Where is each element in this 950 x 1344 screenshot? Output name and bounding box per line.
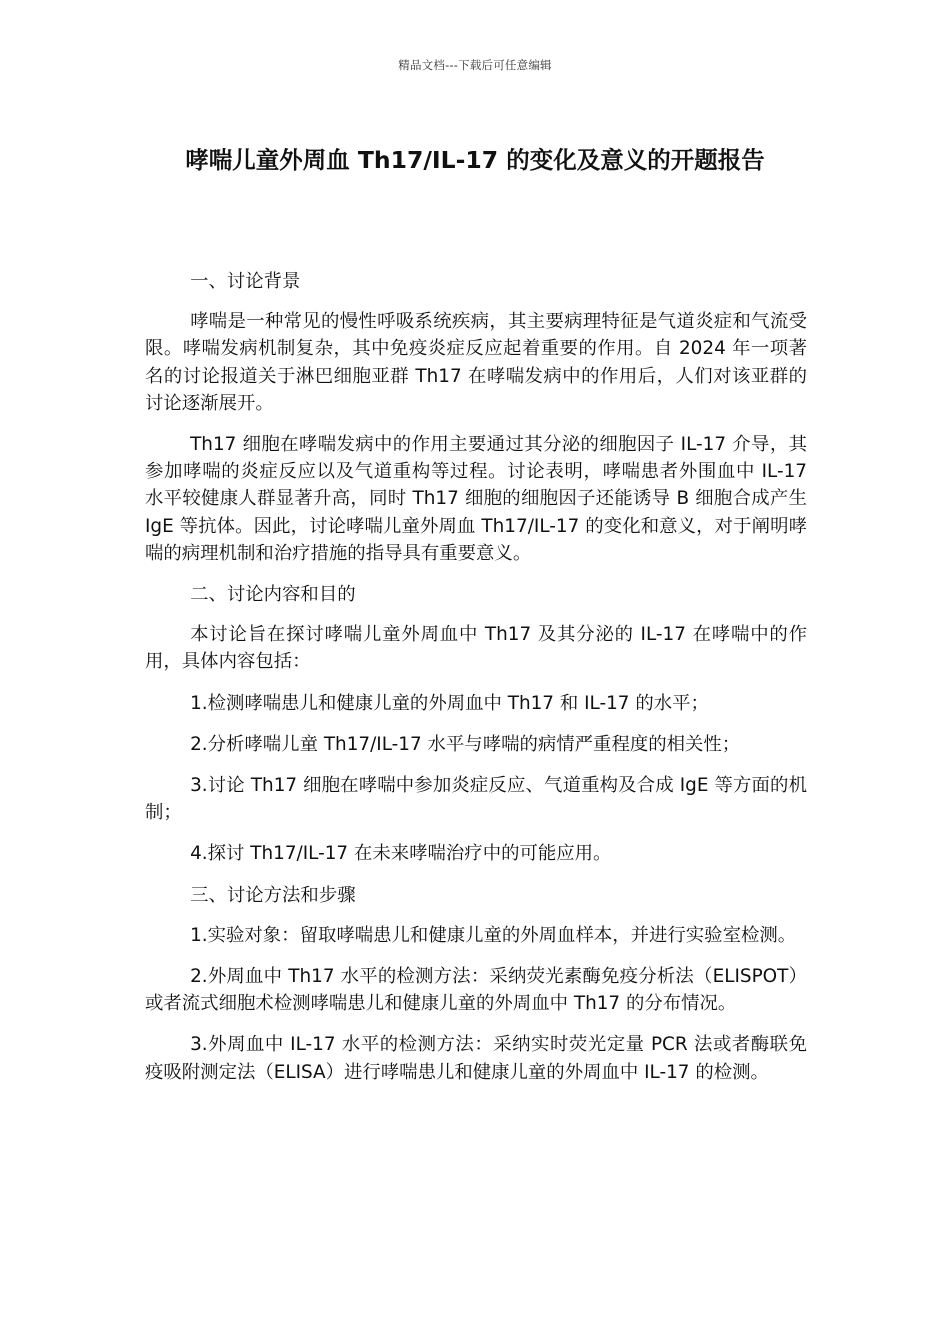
section-heading-methods: 三、讨论方法和步骤 xyxy=(190,884,356,906)
paragraph-content-intro: 本讨论旨在探讨哮喘儿童外周血中 Th17 及其分泌的 IL-17 在哮喘中的作用，具体内容包括： xyxy=(145,624,807,673)
list-item-content-3: 3.讨论 Th17 细胞在哮喘中参加炎症反应、气道重构及合成 IgE 等方面的机制； xyxy=(145,775,807,824)
list-item-methods-3: 3.外周血中 IL-17 水平的检测方法：采纳实时荧光定量 PCR 法或者酶联免疫吸附测定法（ELISA）进行哮喘患儿和健康儿童的外周血中 IL-17 的检测。 xyxy=(145,1034,807,1083)
paragraph-background-2: Th17 细胞在哮喘发病中的作用主要通过其分泌的细胞因子 IL-17 介导，其参加哮喘的炎症反应以及气道重构等过程。讨论表明，哮喘患者外围血中 IL-17 水平较健康人群显著升高，同时 Th17 细胞的细胞因子还能诱导 B 细胞合成产生 IgE 等抗体。因此，讨论哮喘儿童外周血 Th17/IL-17 的变化和意义，对于阐明哮喘的病理机制和治疗措施的指导具有重要意义。 xyxy=(145,434,807,564)
section-heading-content-goals: 二、讨论内容和目的 xyxy=(190,584,356,606)
header-note: 精品文档---下载后可任意编辑 xyxy=(398,58,552,72)
section-heading-background: 一、讨论背景 xyxy=(190,271,301,292)
list-item-methods-2: 2.外周血中 Th17 水平的检测方法：采纳荧光素酶免疫分析法（ELISPOT）或者流式细胞术检测哮喘患儿和健康儿童的外周血中 Th17 的分布情况。 xyxy=(145,966,807,1015)
list-item-methods-1: 1.实验对象：留取哮喘患儿和健康儿童的外周血样本，并进行实验室检测。 xyxy=(190,924,797,946)
list-item-content-2: 2.分析哮喘儿童 Th17/IL-17 水平与哮喘的病情严重程度的相关性； xyxy=(190,733,741,755)
list-item-content-4: 4.探讨 Th17/IL-17 在未来哮喘治疗中的可能应用。 xyxy=(190,843,612,865)
paragraph-background-1: 哮喘是一种常见的慢性呼吸系统疾病，其主要病理特征是气道炎症和气流受限。哮喘发病机制复杂，其中免疫炎症反应起着重要的作用。自 2024 年一项著名的讨论报道关于淋巴细胞亚群 Th17 在哮喘发病中的作用后，人们对该亚群的讨论逐渐展开。 xyxy=(145,311,807,414)
list-item-content-1: 1.检测哮喘患儿和健康儿童的外周血中 Th17 和 IL-17 的水平； xyxy=(190,692,709,714)
document-body xyxy=(145,268,807,1100)
document-title: 哮喘儿童外周血 Th17/IL-17 的变化及意义的开题报告 xyxy=(185,146,765,174)
